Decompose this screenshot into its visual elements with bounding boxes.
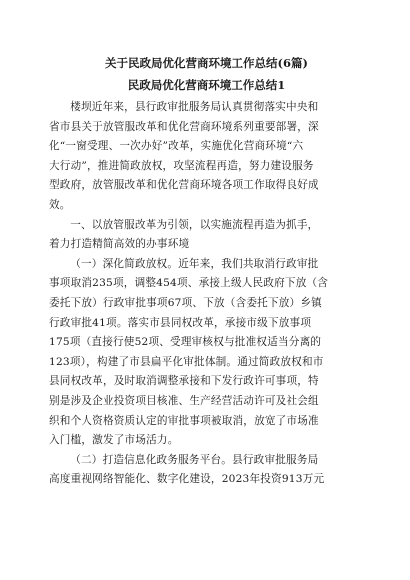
paragraph-platform bbox=[49, 451, 364, 490]
paragraph-line: 县同权改革，及时取消调整承接和下发行政许可事项，特 bbox=[49, 375, 319, 388]
paragraph-line: 别是涉及企业投资项目核准、生产经营活动许可及社会组 bbox=[49, 394, 319, 407]
paragraph-simplify bbox=[49, 255, 364, 451]
paragraph-line: （一）深化简政放权。近年来，我们共取消行政审批 bbox=[70, 257, 319, 270]
paragraph-line: 型政府，放管服改革和优化营商环境各项工作取得良好成 bbox=[49, 179, 319, 192]
paragraph-line: 175项（直接行使52项、受理审核权与批准权适当分离的 bbox=[49, 336, 322, 349]
paragraph-line: 着力打造精简高效的办事环境 bbox=[49, 238, 190, 251]
paragraph-line: 效。 bbox=[49, 198, 71, 211]
document-title: 关于民政局优化营商环境工作总结(6篇) bbox=[105, 56, 308, 70]
paragraph-line: 123项），构建了市县扁平化审批体制。通过简政放权和市 bbox=[49, 355, 324, 368]
paragraph-intro bbox=[49, 98, 364, 216]
paragraph-line: 高度重视网络智能化、数字化建设，2023年投资913万元 bbox=[49, 473, 325, 486]
paragraph-line: 楼坝近年来，县行政审批服务局认真贯彻落实中央和 bbox=[70, 101, 319, 113]
paragraph-line: 一、以放管服改革为引领，以实施流程再造为抓手， bbox=[70, 218, 319, 231]
paragraph-line: 织和个人资格资质认定的审批事项被取消，放宽了市场准 bbox=[49, 414, 319, 427]
paragraph-line: 化“一窗受理、一次办好”改革，实施优化营商环境“六 bbox=[49, 140, 304, 153]
paragraph-line: 省市县关于放管服改革和优化营商环境系列重要部署，深 bbox=[49, 120, 319, 133]
paragraph-line: 委托下放）行政审批事项67项、下放（含委托下放）乡镇 bbox=[49, 296, 322, 309]
document-subtitle: 民政局优化营商环境工作总结1 bbox=[127, 78, 286, 92]
paragraph-line: 大行动”，推进简政放权，攻坚流程再造，努力建设服务 bbox=[49, 159, 314, 172]
section-heading bbox=[49, 216, 364, 255]
paragraph-line: 入门槛，激发了市场活力。 bbox=[49, 434, 179, 447]
paragraph-line: 行政审批41项。落实市县同权改革，承接市级下放事项 bbox=[49, 316, 312, 329]
paragraph-line: （二）打造信息化政务服务平台。县行政审批服务局 bbox=[70, 453, 319, 466]
paragraph-line: 事项取消235项，调整454项、承接上级人民政府下放（含 bbox=[49, 277, 329, 290]
